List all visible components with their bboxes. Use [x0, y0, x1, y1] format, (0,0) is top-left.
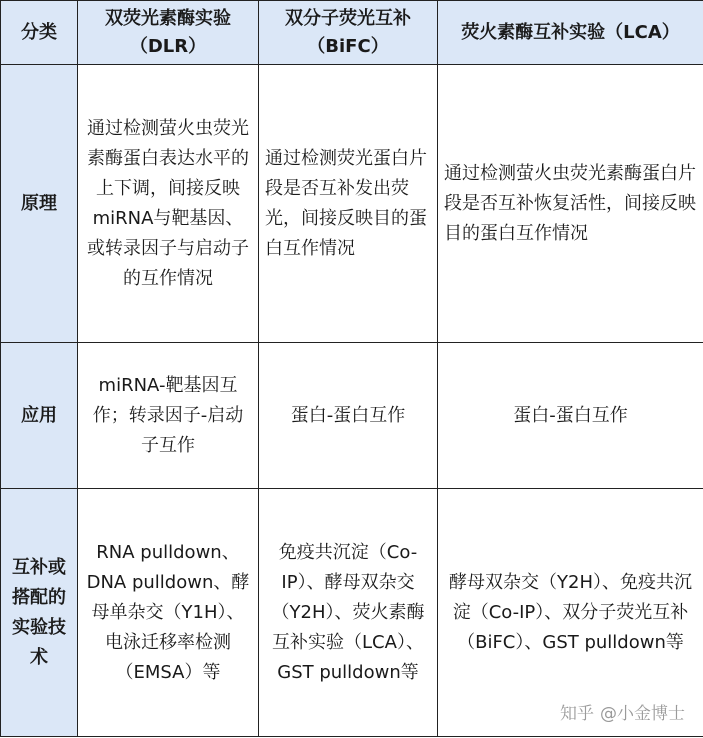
header-dlr: 双荧光素酶实验（DLR）: [78, 1, 259, 65]
cell-bifc: 通过检测荧光蛋白片段是否互补发出荧光，间接反映目的蛋白互作情况: [259, 65, 438, 343]
row-category: 原理: [1, 65, 78, 343]
cell-lca: 通过检测萤火虫荧光素酶蛋白片段是否互补恢复活性，间接反映目的蛋白互作情况: [438, 65, 703, 343]
cell-lca: 酵母双杂交（Y2H）、免疫共沉淀（Co-IP）、双分子荧光互补（BiFC）、GST pulldown等: [438, 489, 703, 737]
table-row: [1, 65, 703, 343]
cell-dlr: RNA pulldown、DNA pulldown、酵母单杂交（Y1H）、电泳迁移率检测（EMSA）等: [78, 489, 259, 737]
row-category: 互补或搭配的实验技术: [1, 489, 78, 737]
watermark-author: @小金博士: [600, 704, 685, 724]
cell-bifc: 蛋白-蛋白互作: [259, 343, 438, 489]
cell-dlr: 通过检测萤火虫荧光素酶蛋白表达水平的上下调，间接反映miRNA与靶基因、或转录因子与启动子的互作情况: [78, 65, 259, 343]
header-category: 分类: [1, 1, 78, 65]
header-bifc: 双分子荧光互补（BiFC）: [259, 1, 438, 65]
cell-lca: 蛋白-蛋白互作: [438, 343, 703, 489]
cell-dlr: miRNA-靶基因互作；转录因子-启动子互作: [78, 343, 259, 489]
table-row: [1, 343, 703, 489]
header-row: [1, 1, 703, 65]
row-category: 应用: [1, 343, 78, 489]
watermark-site: 知乎: [560, 704, 594, 724]
watermark: [560, 699, 685, 724]
header-lca: 荧火素酶互补实验（LCA）: [438, 1, 703, 65]
cell-bifc: 免疫共沉淀（Co-IP）、酵母双杂交（Y2H）、荧火素酶互补实验（LCA）、GST pulldown等: [259, 489, 438, 737]
